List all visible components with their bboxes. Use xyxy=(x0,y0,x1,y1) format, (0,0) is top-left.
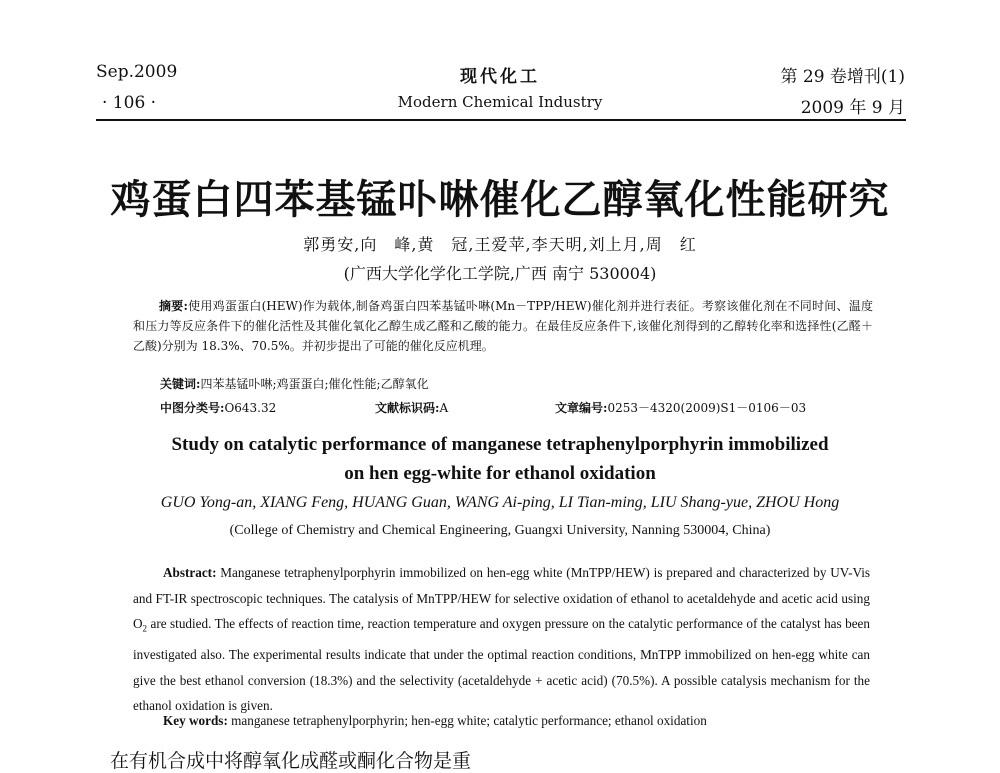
chinese-affiliation: (广西大学化学化工学院,广西 南宁 530004) xyxy=(343,264,657,283)
journal-name-cn: 现代化工 xyxy=(460,67,540,87)
english-affiliation: (College of Chemistry and Chemical Engineering, Guangxi University, Nanning 530004, China) xyxy=(229,523,771,538)
document-code xyxy=(375,399,448,416)
chinese-keywords xyxy=(160,375,429,392)
journal-name-en: Modern Chemical Industry xyxy=(397,93,603,111)
clc-value: O643.32 xyxy=(224,401,277,415)
chinese-title: 鸡蛋白四苯基锰卟啉催化乙醇氧化性能研究 xyxy=(110,177,890,223)
oxygen-subscript: 2 xyxy=(142,623,148,634)
article-number-value: 0253－4320(2009)S1－0106－03 xyxy=(607,401,807,415)
volume-issue: 第 29 卷增刊(1) xyxy=(780,67,905,87)
english-title-line-1: Study on catalytic performance of manganese tetraphenylporphyrin immobilized xyxy=(171,434,829,455)
english-title xyxy=(0,430,1000,488)
chinese-abstract-label: 摘要: xyxy=(159,299,188,313)
issue-date-en: Sep.2009 xyxy=(96,62,178,82)
chinese-abstract xyxy=(133,296,873,356)
chinese-keywords-text: 四苯基锰卟啉;鸡蛋蛋白;催化性能;乙醇氧化 xyxy=(200,377,429,391)
english-keywords xyxy=(163,713,707,729)
publication-date: 2009 年 9 月 xyxy=(800,98,905,118)
english-title-line-2: on hen egg-white for ethanol oxidation xyxy=(344,463,656,484)
english-abstract xyxy=(133,560,870,719)
header-rule xyxy=(96,119,906,121)
chinese-authors: 郭勇安,向 峰,黄 冠,王爱苹,李天明,刘上月,周 红 xyxy=(303,235,697,254)
clc-number xyxy=(160,399,276,416)
page-number: · 106 · xyxy=(102,93,157,113)
chinese-abstract-text: 使用鸡蛋蛋白(HEW)作为载体,制备鸡蛋白四苯基锰卟啉(Mn－TPP/HEW)催化剂并进行表征。考察该催化剂在不同时间、温度和压力等反应条件下的催化活性及其催化氧化乙醇生成乙醛和乙酸的能力。在最佳反应条件下,该催化剂得到的乙醇转化率和选择性(乙醛＋乙酸)分别为 18.3%、70.5%。并初步提出了可能的催化反应机理。 xyxy=(133,299,874,353)
english-keywords-text: manganese tetraphenylporphyrin; hen-egg white; catalytic performance; ethanol oxidation xyxy=(227,713,707,728)
clc-label: 中图分类号: xyxy=(160,401,225,415)
english-abstract-part-2: are studied. The effects of reaction time, reaction temperature and oxygen pressure on the catalytic performance of the catalyst has been investigated also. The experimental results indicate that under the optimal reaction conditions, MnTPP immobilized on hen-egg white can give the best ethanol conversion (18.3%) and the selectivity (acetaldehyde + acetic acid) (70.5%). A possible catalysis mechanism for the ethanol oxidation is given. xyxy=(133,616,870,714)
english-keywords-label: Key words: xyxy=(163,713,228,728)
english-authors: GUO Yong-an, XIANG Feng, HUANG Guan, WANG Ai-ping, LI Tian-ming, LIU Shang-yue, ZHOU Hong xyxy=(160,494,840,511)
document-code-label: 文献标识码: xyxy=(375,401,440,415)
document-code-value: A xyxy=(439,401,449,415)
body-text-first-line: 在有机合成中将醇氧化成醛或酮化合物是重 xyxy=(110,750,472,772)
english-abstract-part-1: Manganese tetraphenylporphyrin immobilized on hen-egg white (MnTPP/HEW) is prepared and characterized by UV-Vis and FT-IR spectroscopic techniques. The catalysis of MnTPP/HEW for selective oxidation of ethanol to acetaldehyde and acetic acid using O xyxy=(133,565,870,631)
english-abstract-label: Abstract: xyxy=(163,565,217,580)
article-number-label: 文章编号: xyxy=(555,401,608,415)
chinese-keywords-label: 关键词: xyxy=(160,377,201,391)
article-number xyxy=(555,399,806,416)
